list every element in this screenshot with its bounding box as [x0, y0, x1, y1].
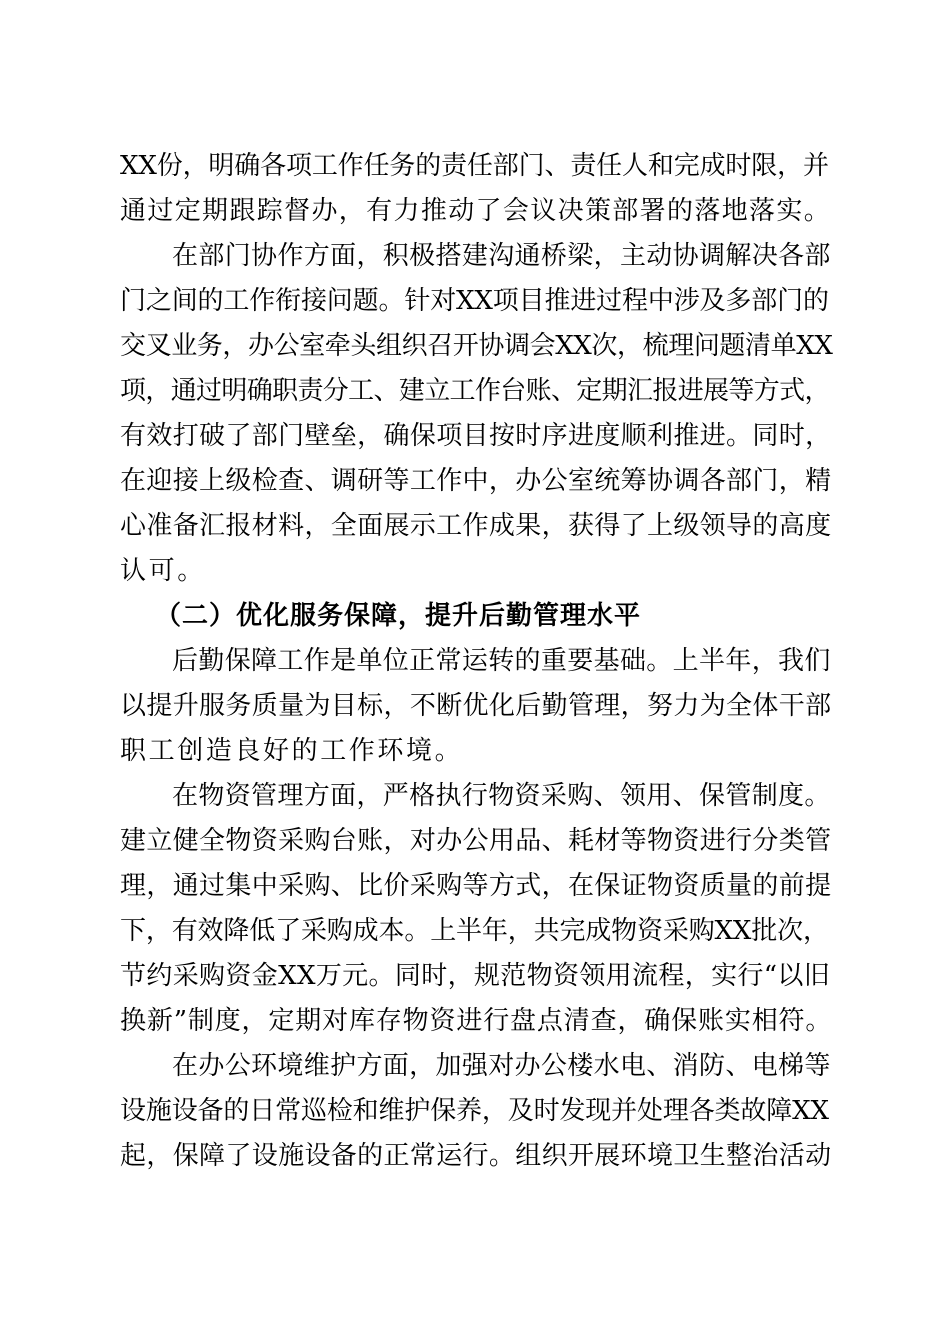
paragraph-line: 交叉业务，办公室牵头组织召开协调会XX次，梳理问题清单XX [120, 331, 833, 361]
paragraph-line: XX份，明确各项工作任务的责任部门、责任人和完成时限，并 [120, 151, 829, 181]
paragraph-line: 下，有效降低了采购成本。上半年，共完成物资采购XX批次， [120, 916, 829, 946]
paragraph-line: 门之间的工作衔接问题。针对XX项目推进过程中涉及多部门的 [120, 286, 829, 316]
paragraph-line: 通过定期跟踪督办，有力推动了会议决策部署的落地落实。 [120, 196, 832, 226]
paragraph-line: 项，通过明确职责分工、建立工作台账、定期汇报进展等方式， [120, 376, 830, 406]
paragraph-line: 节约采购资金XX万元。同时，规范物资领用流程，实行“以旧 [120, 961, 831, 991]
paragraph-line: 有效打破了部门壁垒，确保项目按时序进度顺利推进。同时， [120, 421, 832, 451]
paragraph-line: 后勤保障工作是单位正常运转的重要基础。上半年，我们 [172, 646, 831, 676]
paragraph-line: 在迎接上级检查、调研等工作中，办公室统筹协调各部门，精 [120, 466, 832, 496]
paragraph-line: 起，保障了设施设备的正常运行。组织开展环境卫生整治活动 [120, 1141, 832, 1171]
paragraph-line: 理，通过集中采购、比价采购等方式，在保证物资质量的前提 [120, 871, 832, 901]
paragraph-line: 在办公环境维护方面，加强对办公楼水电、消防、电梯等 [172, 1051, 831, 1081]
paragraph-line: 建立健全物资采购台账，对办公用品、耗材等物资进行分类管 [120, 826, 832, 856]
paragraph-line: 心准备汇报材料，全面展示工作成果，获得了上级领导的高度 [120, 511, 832, 541]
paragraph-line: 在部门协作方面，积极搭建沟通桥梁，主动协调解决各部 [172, 241, 831, 271]
paragraph-line: 以提升服务质量为目标，不断优化后勤管理，努力为全体干部 [120, 691, 832, 721]
paragraph-line: 职工创造良好的工作环境。 [120, 736, 464, 766]
paragraph-line: 在物资管理方面，严格执行物资采购、领用、保管制度。 [172, 781, 831, 811]
paragraph-line: 设施设备的日常巡检和维护保养，及时发现并处理各类故障XX [120, 1096, 829, 1126]
paragraph-line: 换新”制度，定期对库存物资进行盘点清查，确保账实相符。 [120, 1006, 833, 1036]
section-heading: （二）优化服务保障，提升后勤管理水平 [155, 601, 642, 631]
paragraph-line: 认可。 [120, 556, 206, 586]
